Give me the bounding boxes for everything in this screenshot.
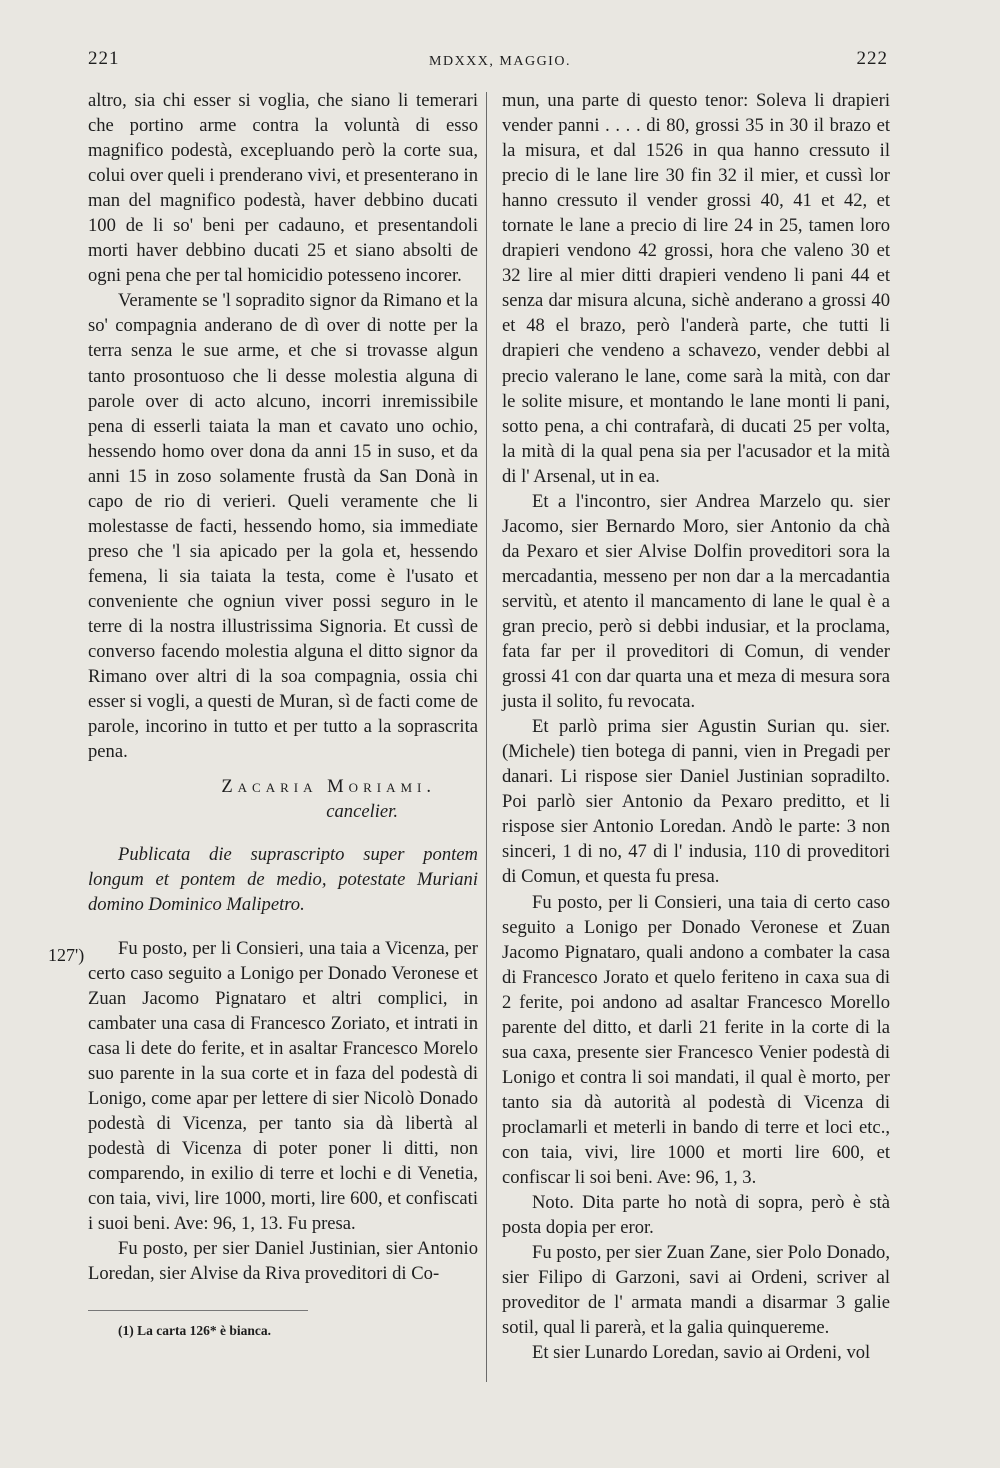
right-paragraph-6: Fu posto, per sier Zuan Zane, sier Polo Donado, sier Filipo di Garzoni, savi ai Ordeni, scriver al proveditor de l' armata mandi a disarmar 3 galie sotil, qual li parerà, et la galia quinquereme.: [502, 1242, 890, 1339]
margin-folio-number: 127'): [48, 945, 85, 965]
publication-note: Publicata die suprascripto super pontem longum et pontem de medio, potestate Muriani domino Dominico Malipetro.: [88, 844, 478, 916]
right-paragraph-5: Noto. Dita parte ho notà di sopra, però è stà posta dopia per eror.: [502, 1192, 890, 1239]
left-paragraph-1: altro, sia chi esser si voglia, che siano li temerari che portino arme contra la voluntà di esso magnifico podestà, excepluando però la corte sua, colui over queli i prenderano vivi, et presenterano in man del magnifico podestà, haver debbino ducati 100 de li so' beni per cadauno, et presentandoli morti haver debbino ducati 25 et siano absolti de ogni pena che per tal homicidio potesseno incorer.: [88, 90, 478, 287]
signature-name: Zacaria Moriami.: [221, 776, 436, 798]
right-page-number: 222: [856, 48, 888, 69]
left-paragraph-3: Fu posto, per li Consieri, una taia a Vicenza, per certo caso seguito a Lonigo per Donado Veronese et Zuan Jacomo Pignataro et altri complici, in cambater una casa di Francesco Zoriato, et intrati in casa li dete do ferite, et in asaltar Francesco Morelo suo parente in la sua corte et in faza del podestà di Lonigo, come apar per lettere di sier Nicolò Donado podestà di Vicenza, per tanto sia dà libertà al podestà di Vicenza di poter poner li ditti, non comparendo, in exilio di terre et lochi e di Venetia, con taia, vivi, lire 1000, morti, lire 600, et confiscati i suoi beni. Ave: 96, 1, 13. Fu presa.: [88, 937, 478, 1235]
footnote: (1) La carta 126* è bianca.: [118, 1323, 271, 1338]
right-paragraph-2: Et a l'incontro, sier Andrea Marzelo qu. sier Jacomo, sier Bernardo Moro, sier Antonio da chà da Pexaro et sier Alvise Dolfin proveditori sora la mercadantia, messeno per non dar a la mercadantia servitù, et atento il mancamento di lane le qual è a gran precio, però si debbi indusiar, et la proclama, fata far per il proveditori di Comun, di vender grossi 41 con dar quarta una et meza di mesura sora justa il solito, fu revocata.: [502, 490, 890, 713]
right-paragraph-7: Et sier Lunardo Loredan, savio ai Ordeni, vol: [532, 1342, 871, 1364]
right-paragraph-3: Et parlò prima sier Agustin Surian qu. sier. (Michele) tien botega di panni, vien in Pregadi per danari. Li rispose sier Daniel Justinian sopradilto. Poi parlò sier Antonio da Pexaro preditto, et li rispose sier Antonio Loredan. Andò le parte: 3 non sinceri, 1 di no, 47 di l' indusia, 110 di proveditori di Comun, et questa fu presa.: [502, 716, 890, 888]
signature-role: cancelier.: [326, 801, 398, 823]
left-paragraph-2: Veramente se 'l sopradito signor da Rimano et la so' compagnia anderano de dì over di notte per la terra senza le sue arme, et che si trovasse algun tanto prosontuoso che li desse molestia alguna di parole over di acto alcuno, incorri inremissibile pena di esserli taiata la man et cavato uno ochio, hessendo homo over dona da anni 15 in suso, et da anni 15 in zoso solamente frustà da San Donà in capo de rio di verieri. Queli veramente che li molestasse de facti, hessendo homo, sia immediate preso che 'l sia apicado per la gola et, hessendo femena, li sia taiata la testa, come è l'usato et conveniente che ogniun viver possi seguro in le terre di la nostra illustrissima Signoria. Et cussì de converso facendo molestia alguna el ditto signor da Rimano over altri di la soa compagnia, ossia chi esser si vogli, a questi de Muran, sì de facti come de parole, incorino in tutto et per tutto a la soprascrita pena.: [88, 290, 478, 763]
right-paragraph-4: Fu posto, per li Consieri, una taia di certo caso seguito a Lonigo per Donado Veronese et Zuan Jacomo Pignataro, quali andono a combater la casa di Francesco Jorato et quelo feriteno in caxa sua di 2 ferite, poi andono ad asaltar Francesco Morello parente del ditto, et darli 21 ferite in la corte di la sua caxa, presente sier Francesco Venier podestà di Lonigo et contra li soi mandati, il qual è morto, per tanto sia dà autorità al podestà di Vicenza di proclamarli et meterli in bando di terre et loci etc., con taia, vivi, lire 1000 et morti lire 600, et confiscar li soi beni. Ave: 96, 1, 3.: [502, 891, 890, 1189]
footnote-rule: [88, 1310, 308, 1311]
right-column: [502, 88, 890, 1365]
left-page-number: 221: [88, 48, 120, 69]
right-paragraph-1: mun, una parte di questo tenor: Soleva li drapieri vender panni . . . . di 80, grossi 35 in 30 il brazo et la misura, et dal 1526 in qua hanno cressuto il precio di le lane lire 30 fin 32 il mier, et cussì lor hanno cressuto il vender grossi 40, 41 et 42, et tornate le lane a precio di lire 24 in 25, tamen loro drapieri vendono 42 grossi, hora che valeno 30 et 32 lire al mier ditti drapieri vendeno li pani 44 et senza dar misura alcuna, sichè anderano a grossi 40 et 48 el brazo, però l'anderà parte, che tutti li drapieri che vendeno a schavezo, vender debbi al precio valerano le lane, come sarà la mità, con dar le solite misure, et montando le lane monti li pani, sotto pena, a chi contrafarà, di ducati 25 per volta, la mità di la qual pena sia per l'acusador et la mità di l' Arsenal, ut in ea.: [502, 90, 890, 487]
column-divider: [486, 92, 487, 1382]
left-paragraph-4: Fu posto, per sier Daniel Justinian, sier Antonio Loredan, sier Alvise da Riva proveditori di Co-: [88, 1238, 478, 1285]
signature-block: [88, 774, 478, 824]
left-column: [88, 88, 478, 1286]
running-title: MDXXX, MAGGIO.: [429, 54, 571, 69]
